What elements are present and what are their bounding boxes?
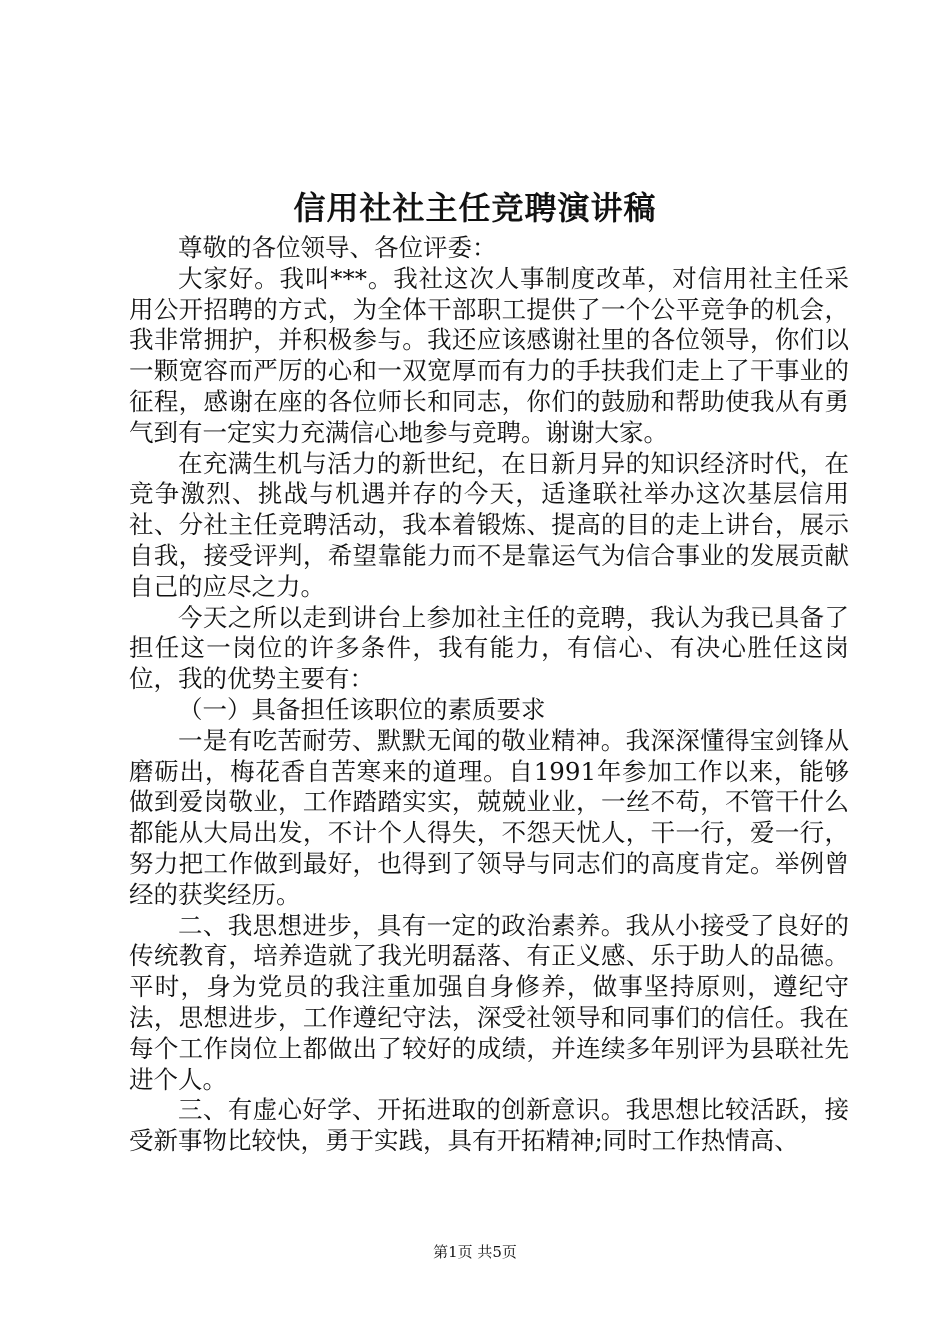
body-paragraph: 今天之所以走到讲台上参加社主任的竞聘，我认为我已具备了担任这一岗位的许多条件，我有能力，有信心、有决心胜任这岗位，我的优势主要有： — [129, 602, 849, 694]
body-paragraph: 三、有虚心好学、开拓进取的创新意识。我思想比较活跃，接受新事物比较快，勇于实践，具有开拓精神;同时工作热情高、 — [129, 1095, 849, 1156]
body-paragraph: 在充满生机与活力的新世纪，在日新月异的知识经济时代，在竞争激烈、挑战与机遇并存的今天，适逢联社举办这次基层信用社、分社主任竞聘活动，我本着锻炼、提高的目的走上讲台，展示自我，接受评判，希望靠能力而不是靠运气为信合事业的发展贡献自己的应尽之力。 — [129, 448, 849, 601]
body-paragraph: 一是有吃苦耐劳、默默无闻的敬业精神。我深深懂得宝剑锋从磨砺出，梅花香自苦寒来的道理。自1991年参加工作以来，能够做到爱岗敬业，工作踏踏实实，兢兢业业，一丝不苟，不管干什么都能从大局出发，不计个人得失，不怨天忧人，干一行，爱一行，努力把工作做到最好，也得到了领导与同志们的高度肯定。举例曾经的获奖经历。 — [129, 725, 849, 909]
document-title: 信用社社主任竞聘演讲稿 — [293, 189, 657, 227]
body-paragraph: 大家好。我叫***。我社这次人事制度改革，对信用社主任采用公开招聘的方式，为全体干部职工提供了一个公平竞争的机会，我非常拥护，并积极参与。我还应该感谢社里的各位领导，你们以一颗宽容而严厉的心和一双宽厚而有力的手扶我们走上了干事业的征程，感谢在座的各位师长和同志，你们的鼓励和帮助使我从有勇气到有一定实力充满信心地参与竞聘。谢谢大家。 — [129, 263, 849, 447]
document-body — [129, 233, 849, 1157]
salutation-paragraph: 尊敬的各位领导、各位评委： — [178, 233, 497, 262]
page-footer: 第1页 共5页 — [433, 1243, 517, 1261]
section-heading: （一）具备担任该职位的素质要求 — [178, 694, 546, 724]
body-paragraph: 二、我思想进步，具有一定的政治素养。我从小接受了良好的传统教育，培养造就了我光明磊落、有正义感、乐于助人的品德。平时，身为党员的我注重加强自身修养，做事坚持原则，遵纪守法，思想进步，工作遵纪守法，深受社领导和同事们的信任。我在每个工作岗位上都做出了较好的成绩，并连续多年别评为县联社先进个人。 — [129, 910, 849, 1094]
